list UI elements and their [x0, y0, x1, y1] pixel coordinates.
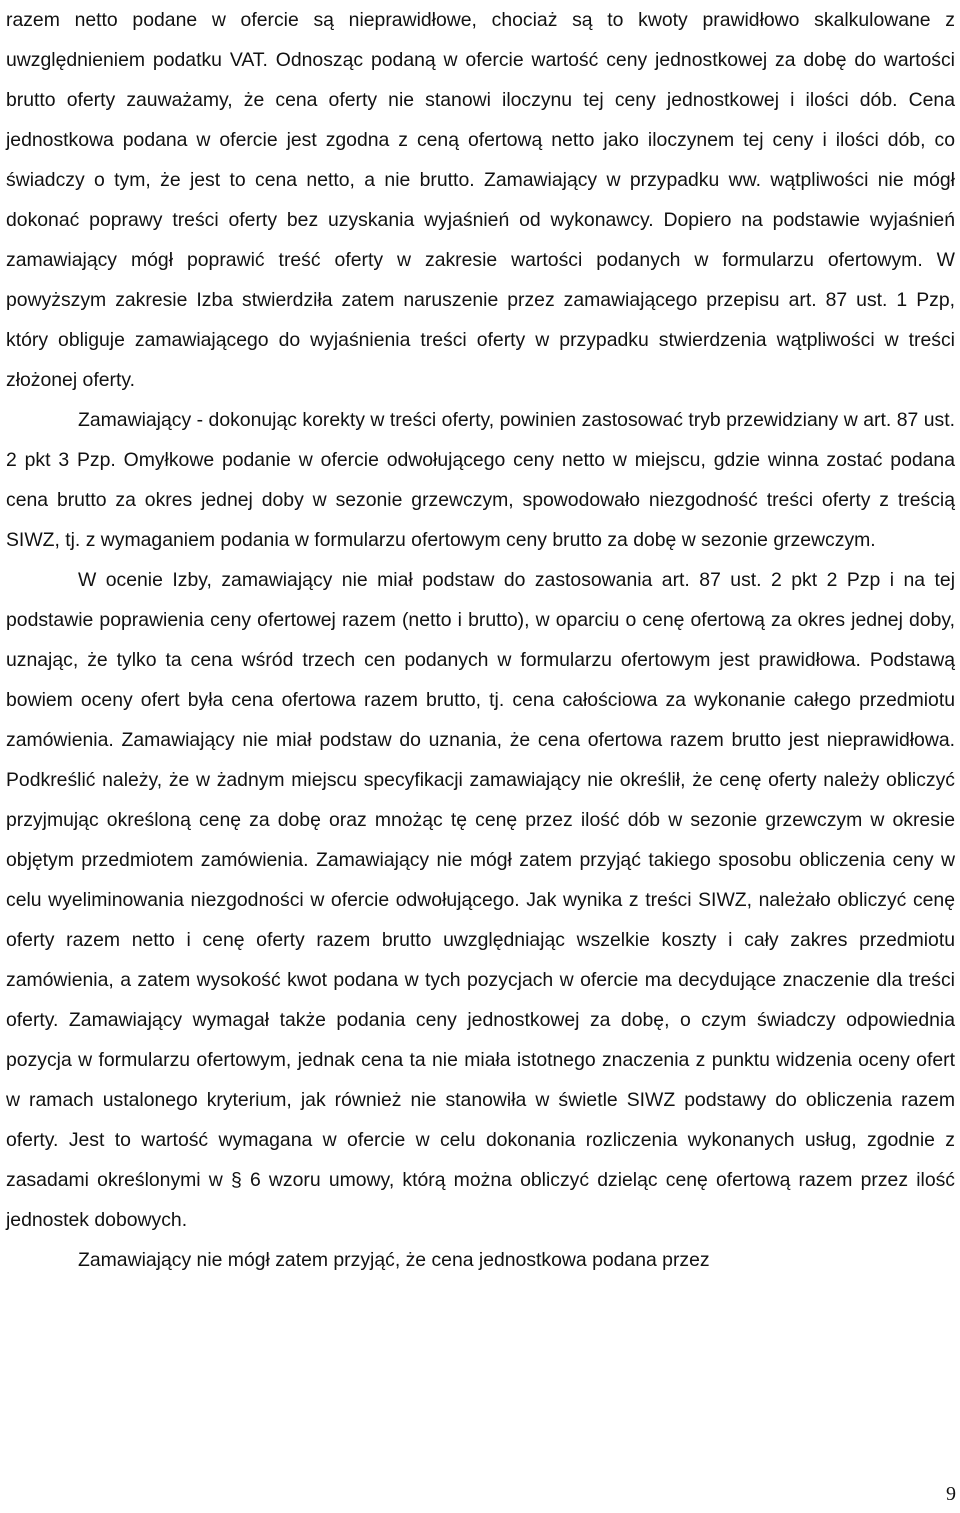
- page-number: 9: [946, 1483, 956, 1505]
- paragraph-2: Zamawiający - dokonując korekty w treści oferty, powinien zastosować tryb przewidziany w art. 87 ust. 2 pkt 3 Pzp. Omyłkowe podanie w ofercie odwołującego ceny netto w miejscu, gdzie winna zostać podana cena brutto za okres jednej doby w sezonie grzewczym, spowodowało niezgodność treści oferty z treścią SIWZ, tj. z wymaganiem podania w formularzu ofertowym ceny brutto za dobę w sezonie grzewczym.: [6, 409, 955, 551]
- document-page: [6, 0, 955, 1280]
- paragraph-1: razem netto podane w ofercie są nieprawidłowe, chociaż są to kwoty prawidłowo skalkulowane z uwzględnieniem podatku VAT. Odnosząc podaną w ofercie wartość ceny jednostkowej za dobę do wartości brutto oferty zauważamy, że cena oferty nie stanowi iloczynu tej ceny jednostkowej i ilości dób. Cena jednostkowa podana w ofercie jest zgodna z ceną ofertową netto jako iloczynem tej ceny i ilości dób, co świadczy o tym, że jest to cena netto, a nie brutto. Zamawiający w przypadku ww. wątpliwości nie mógł dokonać poprawy treści oferty bez uzyskania wyjaśnień od wykonawcy. Dopiero na podstawie wyjaśnień zamawiający mógł poprawić treść oferty w zakresie wartości podanych w formularzu ofertowym. W powyższym zakresie Izba stwierdziła zatem naruszenie przez zamawiającego przepisu art. 87 ust. 1 Pzp, który obliguje zamawiającego do wyjaśnienia treści oferty w przypadku stwierdzenia wątpliwości w treści złożonej oferty.: [6, 9, 955, 391]
- paragraph-4: Zamawiający nie mógł zatem przyjąć, że cena jednostkowa podana przez: [78, 1249, 710, 1271]
- paragraph-3: W ocenie Izby, zamawiający nie miał podstaw do zastosowania art. 87 ust. 2 pkt 2 Pzp i na tej podstawie poprawienia ceny ofertowej razem (netto i brutto), w oparciu o cenę ofertową za okres jednej doby, uznając, że tylko ta cena wśród trzech cen podanych w formularzu ofertowym jest prawidłowa. Podstawą bowiem oceny ofert była cena ofertowa razem brutto, tj. cena całościowa za wykonanie całego przedmiotu zamówienia. Zamawiający nie miał podstaw do uznania, że cena ofertowa razem brutto jest nieprawidłowa. Podkreślić należy, że w żadnym miejscu specyfikacji zamawiający nie określił, że cenę oferty należy obliczyć przyjmując określoną cenę za dobę oraz mnożąc tę cenę przez ilość dób w sezonie grzewczym w okresie objętym przedmiotem zamówienia. Zamawiający nie mógł zatem przyjąć takiego sposobu obliczenia ceny w celu wyeliminowania niezgodności w ofercie odwołującego. Jak wynika z treści SIWZ, należało obliczyć cenę oferty razem netto i cenę oferty razem brutto uwzględniając wszelkie koszty i cały zakres przedmiotu zamówienia, a zatem wysokość kwot podana w tych pozycjach w ofercie ma decydujące znaczenie dla treści oferty. Zamawiający wymagał także podania ceny jednostkowej za dobę, o czym świadczy odpowiednia pozycja w formularzu ofertowym, jednak cena ta nie miała istotnego znaczenia z punktu widzenia oceny ofert w ramach ustalonego kryterium, jak również nie stanowiła w świetle SIWZ podstawy do obliczenia razem oferty. Jest to wartość wymagana w ofercie w celu dokonania rozliczenia wykonanych usług, zgodnie z zasadami określonymi w § 6 wzoru umowy, którą można obliczyć dzieląc cenę ofertową razem przez ilość jednostek dobowych.: [6, 569, 955, 1231]
